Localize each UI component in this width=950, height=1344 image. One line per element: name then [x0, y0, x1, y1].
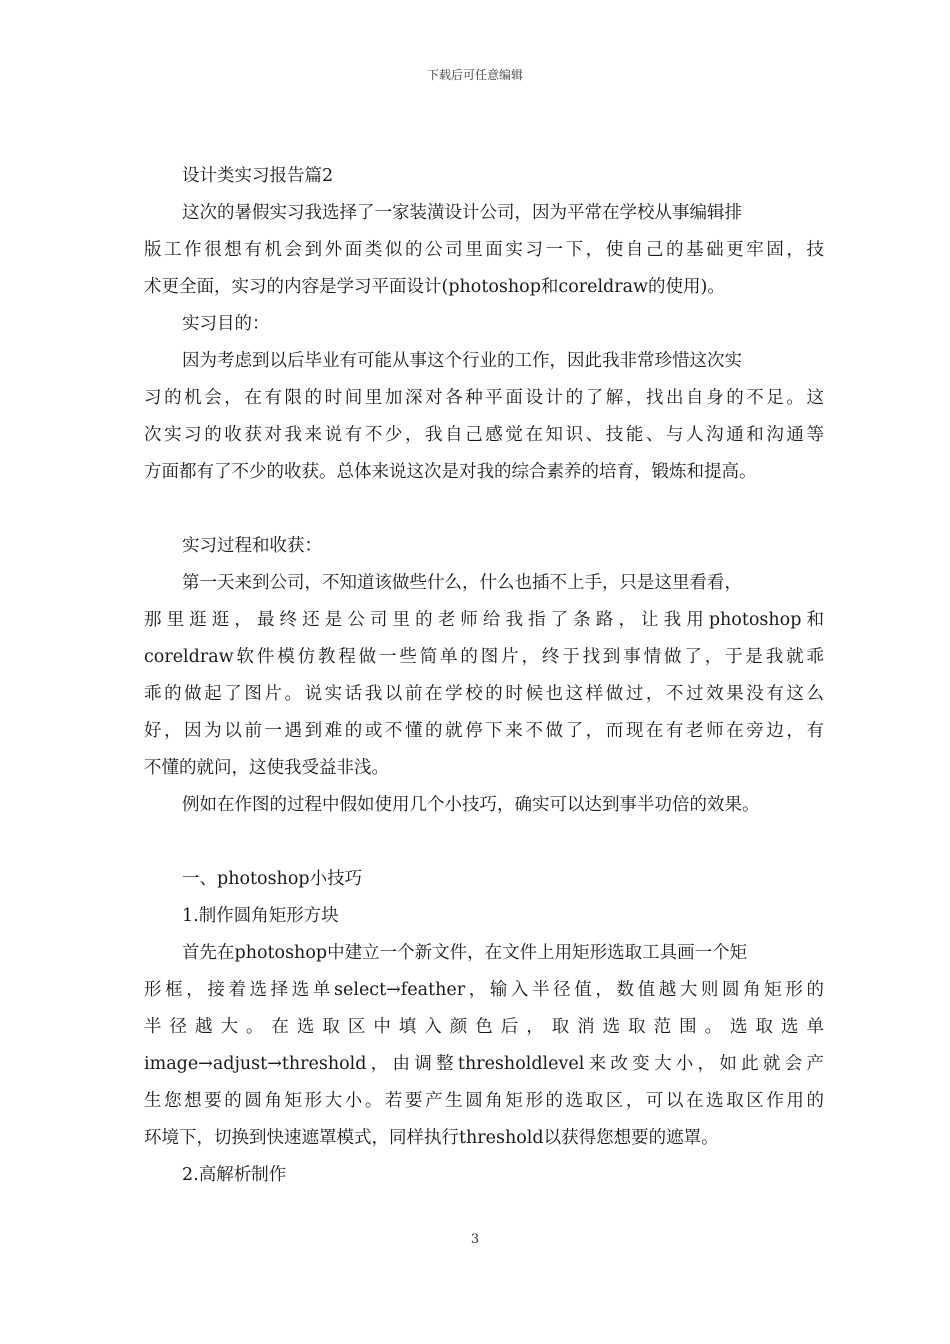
- paragraph-5-line-2: 形框，接着选择选单select→feather，输入半径值，数值越大则圆角矩形的: [144, 980, 824, 1000]
- paragraph-3-line-1: 第一天来到公司，不知道该做些什么，什么也插不上手，只是这里看看，: [182, 573, 742, 593]
- paragraph-5-line-5: 生您想要的圆角矩形大小。若要产生圆角矩形的选取区，可以在选取区作用的: [144, 1091, 824, 1111]
- paragraph-2-line-3: 次实习的收获对我来说有不少，我自己感觉在知识、技能、与人沟通和沟通等: [144, 425, 824, 445]
- paragraph-2-line-4: 方面都有了不少的收获。总体来说这次是对我的综合素养的培育，锻炼和提高。: [144, 462, 757, 482]
- paragraph-5-line-6: 环境下，切换到快速遮罩模式，同样执行threshold以获得您想要的遮罩。: [144, 1128, 719, 1148]
- paragraph-1-line-1: 这次的暑假实习我选择了一家装潢设计公司，因为平常在学校从事编辑排: [182, 203, 742, 223]
- paragraph-1-line-2: 版工作很想有机会到外面类似的公司里面实习一下，使自己的基础更牢固，技: [144, 240, 824, 260]
- report-title: 设计类实习报告篇2: [182, 166, 334, 186]
- paragraph-3-line-2: 那里逛逛，最终还是公司里的老师给我指了条路，让我用photoshop和: [144, 610, 824, 630]
- paragraph-2-line-1: 因为考虑到以后毕业有可能从事这个行业的工作，因此我非常珍惜这次实: [182, 351, 742, 371]
- paragraph-2-line-2: 习的机会，在有限的时间里加深对各种平面设计的了解，找出自身的不足。这: [144, 388, 824, 408]
- paragraph-4: 例如在作图的过程中假如使用几个小技巧，确实可以达到事半功倍的效果。: [182, 795, 760, 815]
- process-heading: 实习过程和收获：: [182, 536, 322, 556]
- item-2-heading: 2.高解析制作: [182, 1165, 287, 1185]
- paragraph-spacer: [144, 826, 824, 863]
- paragraph-spacer: [144, 493, 824, 530]
- paragraph-5-line-3: 半径越大。在选取区中填入颜色后，取消选取范围。选取选单: [144, 1017, 824, 1037]
- document-body: [144, 160, 824, 1196]
- purpose-heading: 实习目的：: [182, 314, 270, 334]
- paragraph-3-line-6: 不懂的就问，这使我受益非浅。: [144, 758, 389, 778]
- paragraph-5-line-1: 首先在photoshop中建立一个新文件，在文件上用矩形选取工具画一个矩: [182, 943, 748, 963]
- page-number: 3: [470, 1232, 480, 1247]
- paragraph-1-line-3: 术更全面，实习的内容是学习平面设计(photoshop和coreldraw的使用)。: [144, 277, 725, 297]
- page-header: 下载后可任意编辑: [426, 68, 523, 82]
- paragraph-3-line-3: coreldraw软件模仿教程做一些简单的图片，终于找到事情做了，于是我就乖: [144, 647, 824, 667]
- paragraph-3-line-4: 乖的做起了图片。说实话我以前在学校的时候也这样做过，不过效果没有这么: [144, 684, 824, 704]
- item-1-heading: 1.制作圆角矩形方块: [182, 906, 339, 926]
- section-1-heading: 一、photoshop小技巧: [182, 869, 363, 889]
- paragraph-5-line-4: image→adjust→threshold，由调整thresholdlevel来改变大小，如此就会产: [144, 1054, 824, 1074]
- paragraph-3-line-5: 好，因为以前一遇到难的或不懂的就停下来不做了，而现在有老师在旁边，有: [144, 721, 824, 741]
